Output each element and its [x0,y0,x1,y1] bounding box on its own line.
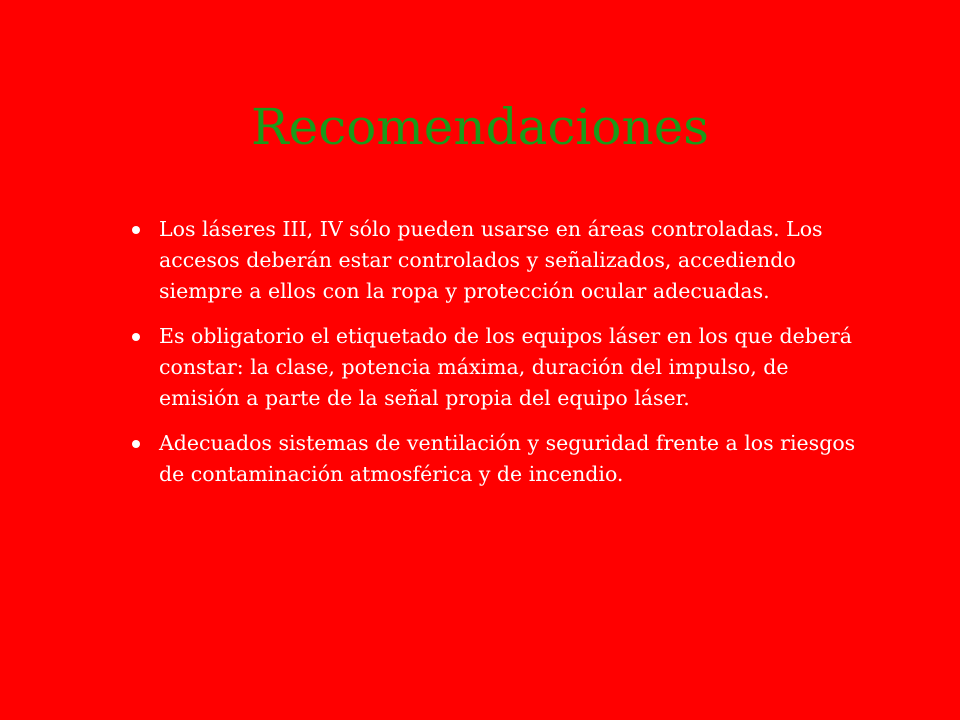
bullet-dot-icon [132,226,140,234]
bullet-item [130,428,870,490]
bullet-text: Los láseres III, IV sólo pueden usarse en áreas controladas. Los accesos deberán estar controlados y señalizados, accediendo siempre a ellos con la ropa y protección ocular adecuadas. [159,217,823,303]
bullet-text: Es obligatorio el etiquetado de los equipos láser en los que deberá constar: la clase, potencia máxima, duración del impulso, de emisión a parte de la señal propia del equipo láser. [159,324,853,410]
slide-title: Recomendaciones [251,98,709,156]
bullet-item [130,321,870,414]
bullet-list [130,214,870,504]
bullet-text: Adecuados sistemas de ventilación y seguridad frente a los riesgos de contaminación atmosférica y de incendio. [159,431,856,486]
bullet-dot-icon [132,440,140,448]
bullet-item [130,214,870,307]
bullet-dot-icon [132,333,140,341]
